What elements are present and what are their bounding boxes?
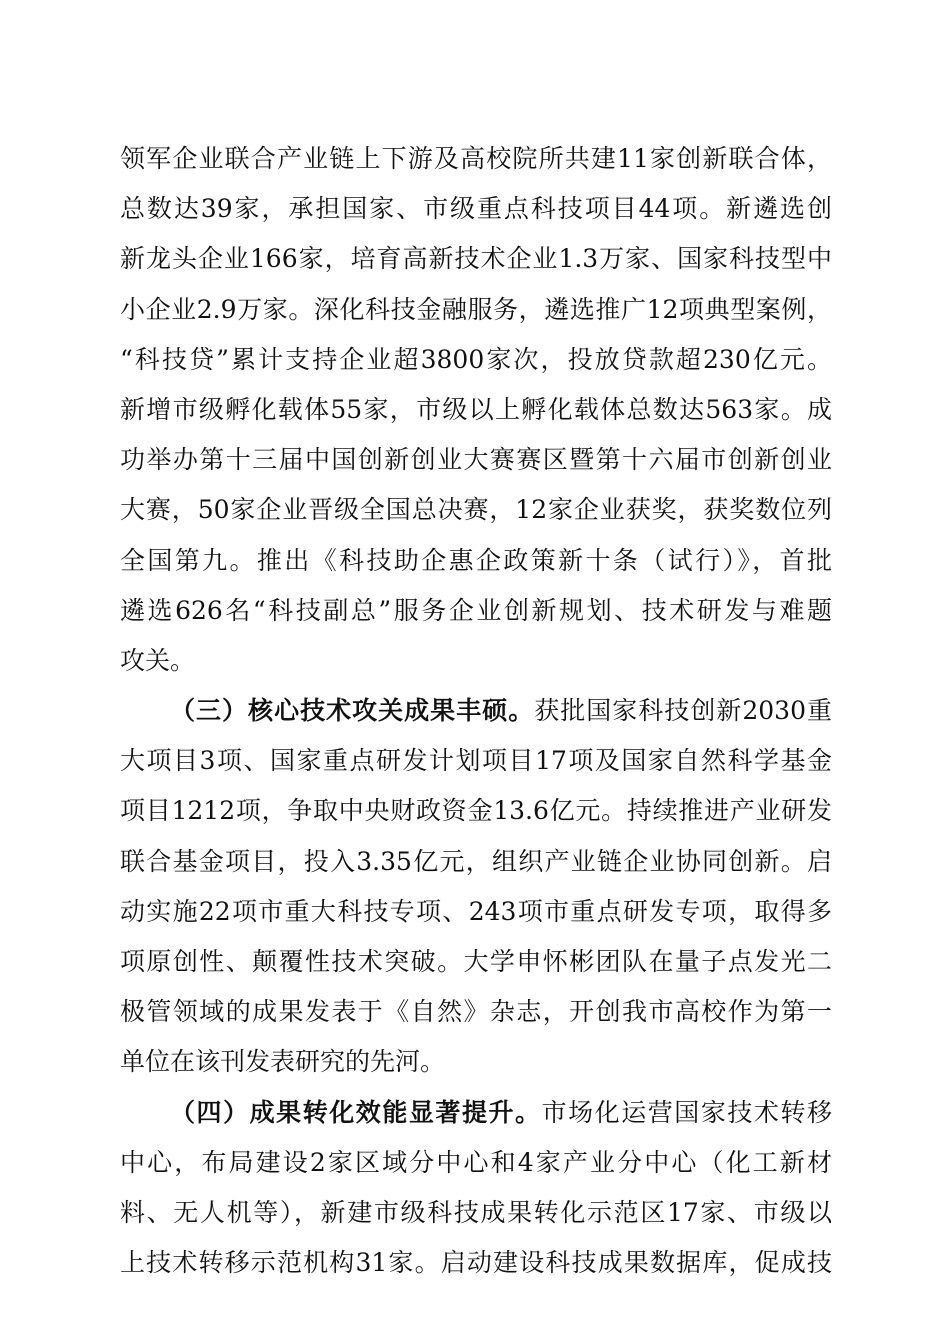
heading-line-text: 获批国家科技创新2030重 xyxy=(534,696,832,726)
text-line: 项目1212项，争取中央财政资金13.6亿元。持续推进产业研发 xyxy=(120,796,832,826)
text-line: 小企业2.9万家。深化科技金融服务，遴选推广12项典型案例， xyxy=(120,294,832,324)
text-line xyxy=(120,686,832,736)
text-line: 单位在该刊发表研究的先河。 xyxy=(120,1047,446,1077)
text-line: 极管领域的成果发表于《自然》杂志，开创我市高校作为第一 xyxy=(120,997,832,1027)
text-line: 项原创性、颠覆性技术突破。大学申怀彬团队在量子点发光二 xyxy=(120,947,832,976)
text-line: 领军企业联合产业链上下游及高校院所共建11家创新联合体， xyxy=(120,144,832,173)
text-line: 全国第九。推出《科技助企惠企政策新十条（试行）》，首批 xyxy=(120,545,832,575)
text-line: 大赛，50家企业晋级全国总决赛，12家企业获奖，获奖数位列 xyxy=(120,495,832,525)
document-body xyxy=(120,134,832,1288)
text-line: 动实施22项市重大科技专项、243项市重点研发专项，取得多 xyxy=(120,896,832,926)
paragraph-innovation-entities xyxy=(120,134,832,686)
text-line: 遴选626名“科技副总”服务企业创新规划、技术研发与难题 xyxy=(120,595,832,625)
text-line: “科技贷”累计支持企业超3800家次，投放贷款超230亿元。 xyxy=(120,344,832,374)
text-line: 攻关。 xyxy=(120,645,196,675)
heading-line-text: 市场化运营国家技术转移 xyxy=(541,1097,832,1127)
section-heading: （三）核心技术攻关成果丰硕。 xyxy=(170,696,535,726)
text-line: 中心，布局建设2家区域分中心和4家产业分中心（化工新材 xyxy=(120,1147,832,1177)
paragraph-tech-transfer xyxy=(120,1088,832,1289)
paragraph-core-technology xyxy=(120,686,832,1088)
text-line: 新龙头企业166家，培育高新技术企业1.3万家、国家科技型中 xyxy=(120,244,832,274)
text-line: 联合基金项目，投入3.35亿元，组织产业链企业协同创新。启 xyxy=(120,846,832,876)
text-line xyxy=(120,1088,832,1138)
text-line: 料、无人机等），新建市级科技成果转化示范区17家、市级以 xyxy=(120,1197,832,1227)
section-heading: （四）成果转化效能显著提升。 xyxy=(170,1097,542,1127)
text-line: 上技术转移示范机构31家。启动建设科技成果数据库，促成技 xyxy=(120,1248,832,1278)
text-line: 大项目3项、国家重点研发计划项目17项及国家自然科学基金 xyxy=(120,746,832,776)
text-line: 总数达39家，承担国家、市级重点科技项目44项。新遴选创 xyxy=(120,194,832,224)
text-line: 功举办第十三届中国创新创业大赛赛区暨第十六届市创新创业 xyxy=(120,445,832,475)
text-line: 新增市级孵化载体55家，市级以上孵化载体总数达563家。成 xyxy=(120,394,832,424)
